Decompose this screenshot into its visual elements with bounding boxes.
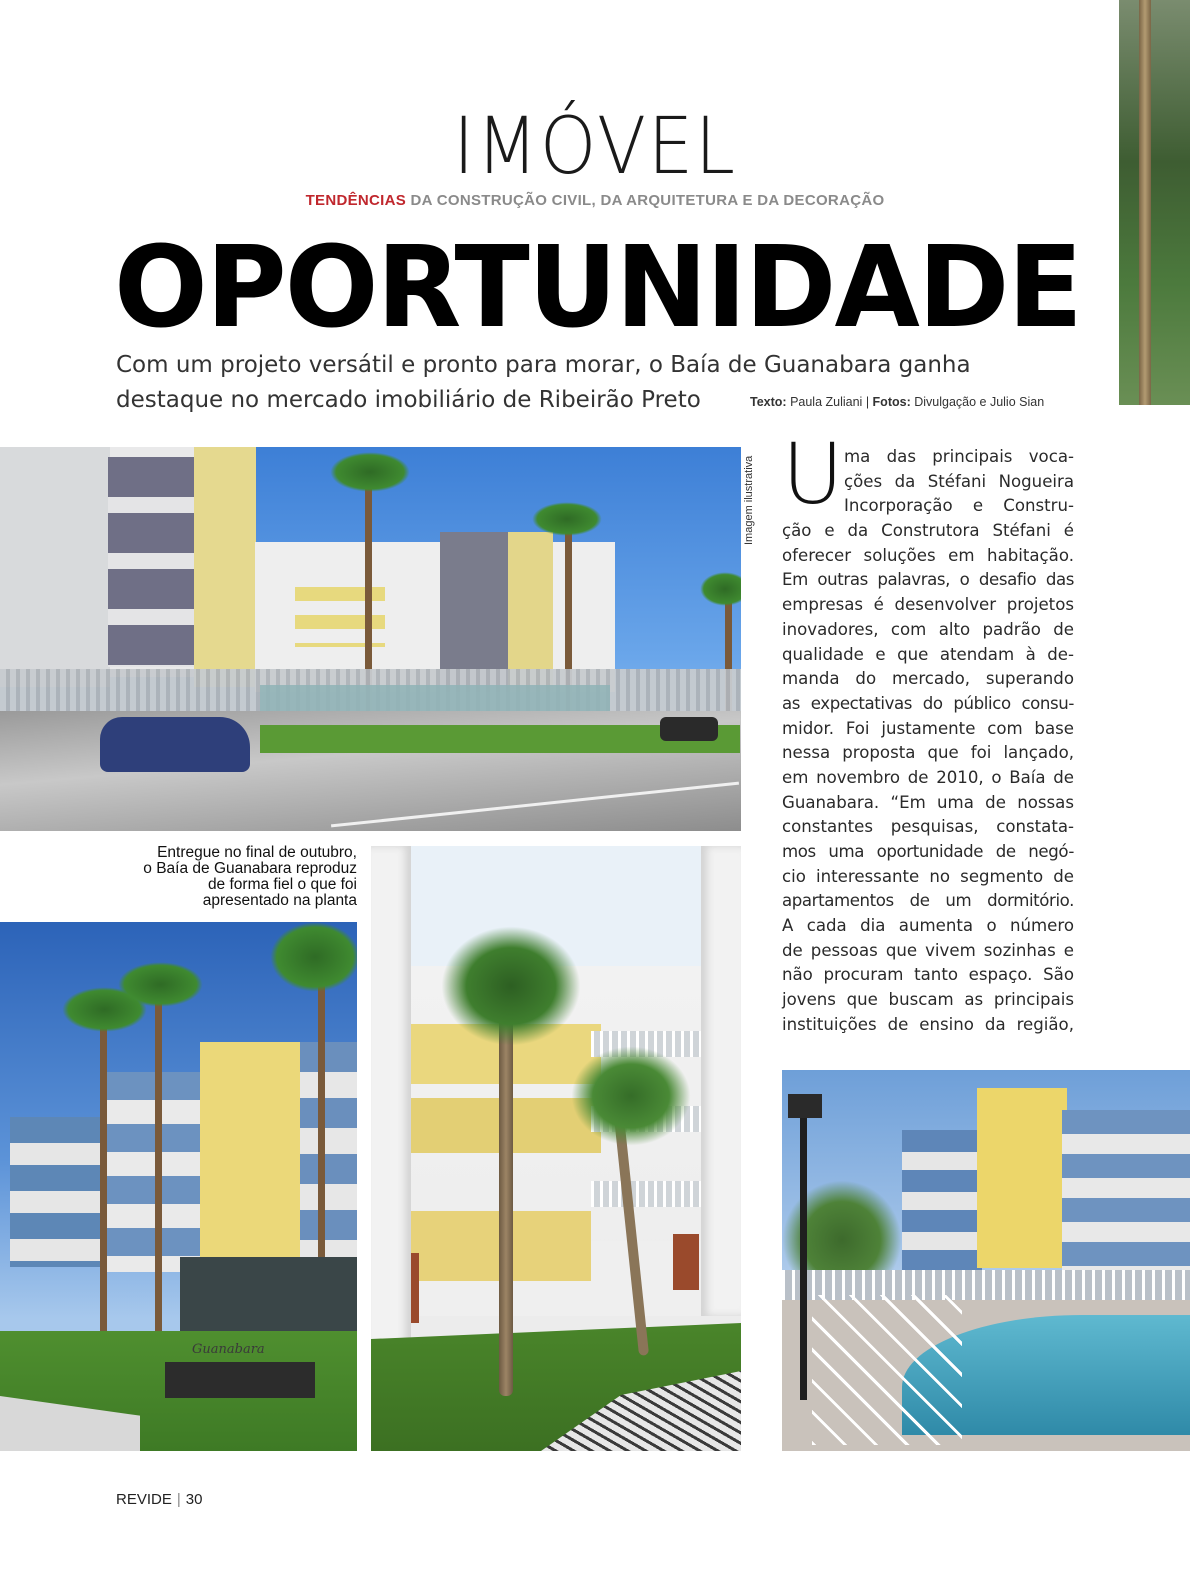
caption-line: apresentado na planta — [202, 892, 357, 909]
photo-caption — [116, 845, 357, 909]
body-line: em novembro de 2010, o Baía de — [782, 767, 1074, 787]
headline: OPORTUNIDADE — [114, 223, 1081, 353]
lead-line-2: destaque no mercado imobiliário de Ribeirão Preto — [116, 387, 701, 413]
section-subtitle — [0, 192, 1190, 209]
body-line: de pessoas que vivem sozinhas e — [782, 940, 1074, 960]
credit-text-label: Texto: — [750, 395, 787, 409]
adjacent-page-photo — [1119, 0, 1190, 405]
courtyard-photo — [371, 846, 741, 1451]
facade-photo — [0, 922, 357, 1451]
illustrative-image-note: Imagem ilustrativa — [743, 455, 755, 545]
body-line: oferecer soluções em habitação. — [782, 545, 1074, 565]
body-line: apartamentos de um dormitório. — [782, 891, 1074, 911]
credits — [750, 395, 1044, 409]
body-line: as expectativas do público consu- — [782, 693, 1074, 713]
body-line: ção e da Construtora Stéfani é — [782, 521, 1074, 541]
page-folio — [116, 1491, 202, 1508]
magazine-name: REVIDE — [116, 1491, 172, 1508]
subtitle-rest: DA CONSTRUÇÃO CIVIL, DA ARQUITETURA E DA DECORAÇÃO — [406, 192, 885, 209]
caption-line: Entregue no final de outubro, — [157, 844, 357, 861]
body-line: qualidade e que atendam à de- — [782, 644, 1074, 664]
building-rendering-photo — [0, 447, 741, 831]
credit-text-author: Paula Zuliani — [790, 395, 863, 409]
body-line: ções da Stéfani Nogueira — [844, 471, 1074, 491]
folio-separator: | — [176, 1491, 181, 1508]
condominium-logo: Guanabara — [192, 1342, 265, 1357]
caption-line: o Baía de Guanabara reproduz — [143, 860, 357, 877]
body-line: Em outras palavras, o desafio das — [782, 570, 1074, 590]
drop-cap: U — [782, 425, 844, 523]
body-line: cio interessante no segmento de — [782, 866, 1074, 886]
body-line: Guanabara. “Em uma de nossas — [782, 792, 1074, 812]
credit-photos-author: Divulgação e Julio Sian — [914, 395, 1045, 409]
body-line: não procuram tanto espaço. São — [782, 965, 1074, 985]
body-line: Incorporação e Constru- — [844, 496, 1074, 516]
page-number: 30 — [185, 1491, 203, 1508]
pool-photo — [782, 1070, 1190, 1451]
body-line: mos uma oportunidade de negó- — [782, 842, 1074, 861]
body-line: nessa proposta que foi lançado, — [782, 743, 1074, 763]
subtitle-accent: TENDÊNCIAS — [305, 192, 407, 209]
body-line: ma das principais voca- — [844, 447, 1074, 466]
section-title: IMÓVEL — [453, 102, 737, 192]
body-line: manda do mercado, superando — [782, 669, 1074, 689]
credit-separator: | — [865, 395, 870, 409]
body-line: empresas é desenvolver projetos — [782, 595, 1074, 615]
body-line: inovadores, com alto padrão de — [782, 619, 1074, 639]
lead-line-1: Com um projeto versátil e pronto para morar, o Baía de Guanabara ganha — [116, 352, 971, 378]
credit-photos-label: Fotos: — [872, 395, 911, 409]
body-line: midor. Foi justamente com base — [782, 718, 1074, 738]
body-line: jovens que buscam as principais — [782, 990, 1074, 1010]
article-body — [782, 445, 1074, 1038]
body-line: A cada dia aumenta o número — [782, 916, 1074, 936]
body-line: constantes pesquisas, constata- — [782, 817, 1074, 837]
caption-line: de forma fiel o que foi — [207, 876, 357, 893]
body-line: instituições de ensino da região, — [782, 1014, 1074, 1034]
